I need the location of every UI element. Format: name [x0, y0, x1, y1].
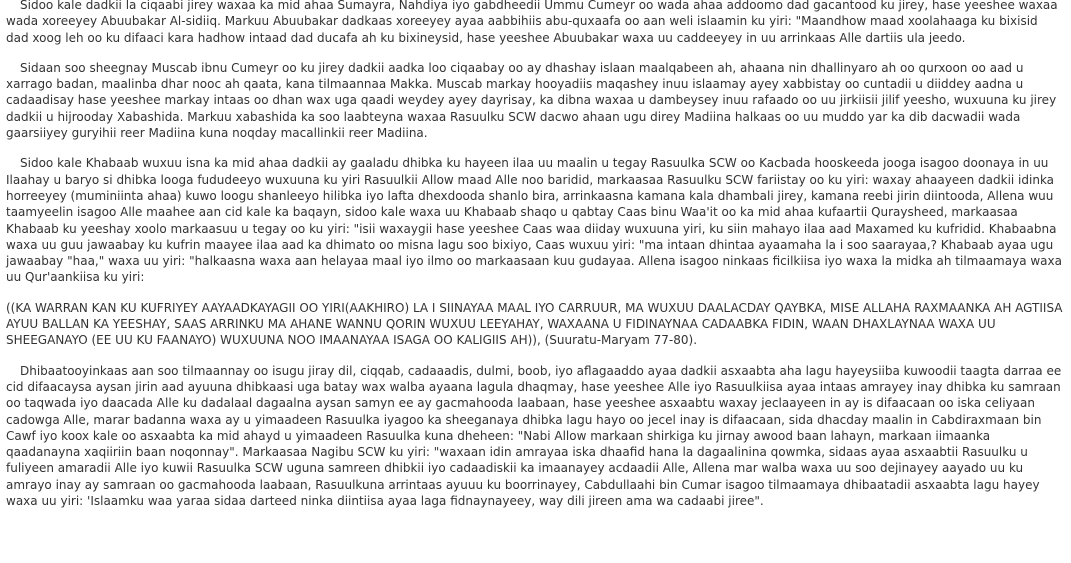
article-body: [6, 0, 1064, 523]
paragraph: Sidaan soo sheegnay Muscab ibnu Cumeyr oo ku jirey dadkii aadka loo ciqaabay oo ay dhashay islaan maalqabeen ah, ahaana nin dhallinyaro ah oo qurxoon oo aad u xarrago badan, maalinba dhar nooc ah qaata, kana tilmaannaa Makka. Muscab markay hooyadiis maqashey inuu islaamay ayey xabbistay oo cuntadii u diiddey aadna u cadaadisay hase yeeshee markay intaas oo dhan wax uga qaadi weydey ayey dayrisay, ka dibna waxaa u dambeysey inuu rafaado oo uu jirkiisii jilif yeesho, wuxuuna ku jirey dadkii u hijrooday Xabashida. Markuu xabashida ka soo laabteyna waxaa Rasuulku SCW dacwo ahaan ugu direy Madiina halkaas oo uu muddo yar ka dib dacwadii wada gaarsiiyey guryihii reer Madiina kuna noqday macallinkii reer Madiina.: [6, 60, 1057, 141]
quran-quote: ((KA WARRAN KAN KU KUFRIYEY AAYAADKAYAGII OO YIRI(AAKHIRO) LA I SIINAYAA MAAL IYO CARRUUR, MA WUXUU DAALACDAY QAYBKA, MISE ALLAHA RAXMAANKA AH AGTIISA AYUU BALLAN KA YEESHAY, SAAS ARRINKU MA AHANE WANNU QORIN WUXUU LEEYAHAY, WAXAANA U FIDINAYNAA CADAABKA FIDIN, WAAN DHAXLAYNAA WAXA UU SHEEGANAYO (EE UU KU FAANAYO) WUXUUNA NOO IMAANAYAA ISAGA OO KALIGIIS AH)), (Suuratu-Maryam 77-80).: [6, 300, 1063, 348]
paragraph: Dhibaatooyinkaas aan soo tilmaannay oo isugu jiray dil, ciqqab, cadaaadis, dulmi, boob, iyo aflagaaddo ayaa dadkii asxaabta aha lagu hayeysiiba kuwoodii taagta darraa ee cid difaacaysa aysan jirin aad ayuuna dhibkaasi uga batay wax walba ayaana lagula dhaqmay, hase yeeshee Alle iyo Rasuulkiisa ayaa intaas amrayey inay dhibka ku samraan oo taqwada iyo daacada Alle ku dadalaal dagaalna aysan samyn ee ay gacmahooda laabaan, hase yeeshee asxaabtu waxay jeclaayeen in ay is difaacaan oo iska celiyaan cadowga Alle, marar badanna waxa ay u yimaadeen Rasuulka iyagoo ka sheeganaya dhibka lagu hayo oo jecel inay is difaacaan, sida dhacday maalin in Cabdiraxmaan bin Cawf iyo koox kale oo asxaabta ka mid ahayd u yimaadeen Rasuulka kuna dheheen: "Nabi Allow markaan shirkiga ku jirnay awood baan lahayn, markaan iimaanka qaadanayna xaqiiriin baan noqonnay". Markaasaa Nagibu SCW ku yiri: "waxaan idin amrayaa iska dhaafid hana la dagaalinina qowmka, sidaas ayaa asxaabtii Rasuulku u fuliyeen amaradii Alle iyo kuwii Rasuulka SCW uguna samreen dhibkii iyo cadaadiskii ka imaanayey acdaadii Alle, Allena mar walba waxa uu soo dejinayey aayado uu ku amrayo inay ay samraan oo gacmahooda laabaan, Rasuulkuna arrintaas ayuuu ku boorrinayey, Cabdullaahi bin Cumar isagoo tilmaamaya dhibaatadii asxaabta lagu hayey waxa uu yiri: 'Islaamku waa yaraa sidaa darteed ninka diintiisa ayaa laga fidnaynayeey, way dili jireen ama wa cadaabi jiree".: [6, 363, 1062, 509]
paragraph: Sidoo kale dadkii la ciqaabi jirey waxaa ka mid ahaa Sumayra, Nahdiya iyo gabdheedii Ummu Cumeyr oo wada ahaa addoomo dad gacantood ku jirey, hase yeeshee waxaa wada xoreeyey Abuubakar Al-sidiiq. Markuu Abuubakar dadkaas xoreeyey ayaa aabbihiis abu-quxaafa oo aan weli islaamin ku yiri: "Maandhow maad xoolahaaga ku bixisid dad xoog leh oo ku difaaci kara hadhow intaad dad ducafa ah ku bixineysid, hase yeeshee Abuubakar waxa uu caddeeyey in uu arrinkaas Alle dartiis ula jeedo.: [6, 0, 1058, 45]
paragraph: Sidoo kale Khabaab wuxuu isna ka mid ahaa dadkii ay gaaladu dhibka ku hayeen ilaa uu maalin u tegay Rasuulka SCW oo Kacbada hooskeeda jooga isagoo doonaya in uu Ilaahay u baryo si dhibka looga fududeeyo wuxuuna ku yiri Rasuulkii Allow maad Alle noo baridid, markaasaa Rasuulku SCW fariistay oo ku yiri: waxay ahaayeen dadkii idinka horreeyey (muminiinta ahaa) kuwo loogu shanleeyo hilibka iyo lafta dhexdooda shanlo bira, arrinkaasna kamana kala dhambali jirey, kamana reebi jirin diintooda, Allena wuu taamyeelin isagoo Alle maahee aan cid kale ka baqayn, sidoo kale waxa uu Khabaab shaqo u qabtay Caas binu Waa'it oo ka mid ahaa kufaartii Quraysheed, markaasaa Khabaab ku yeeshay xoolo markaasuu u tegay oo ku yiri: "isii waxaygii hase yeeshee Caas waa diiday wuxuuna yiri, ku siin mahayo ilaa aad Maxamed ku kufridid. Khabaabna waxa uu guu jawaabay ku kufrin maayee ilaa aad ka dhimato oo misna lagu soo bixiyo, Caas wuxuu yiri: "ma intaan dhintaa ayaamaha la i soo saarayaa,? Khabaab ayaa ugu jawaabay "haa," waxa uu yiri: "halkaasna waxa aan helayaa maal iyo ilmo oo markaasaan kuu gudayaa. Allena isagoo ninkaas ficilkiisa iyo waxa la midka ah tilmaamaya waxa uu Qur'aankiisa ku yiri:: [6, 156, 1062, 285]
